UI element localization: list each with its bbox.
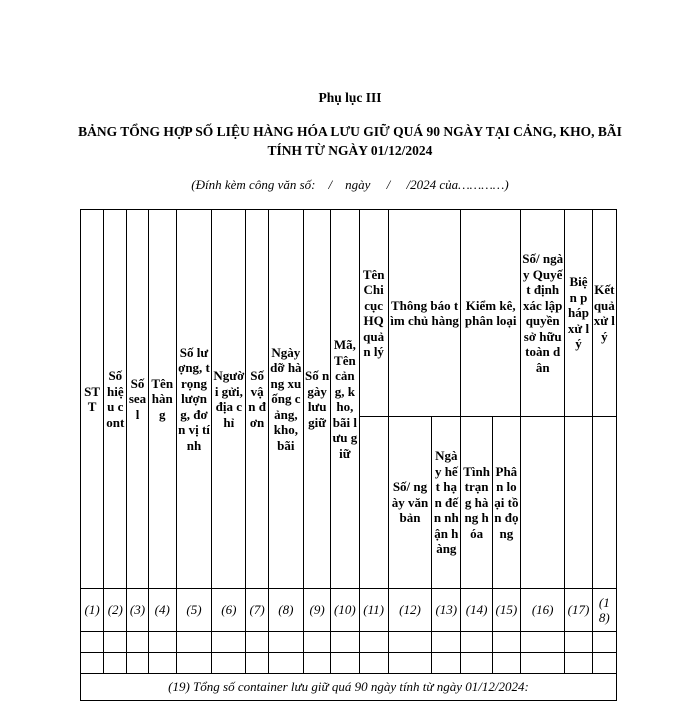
column-number: (1) [81, 589, 104, 632]
column-number: (9) [304, 589, 331, 632]
column-number: (8) [268, 589, 303, 632]
header-notice-doc: Số/ ngày văn bản [388, 417, 431, 589]
column-number: (16) [520, 589, 564, 632]
appendix-label: Phụ lục III [318, 90, 382, 105]
header-notice-group: Thông báo tìm chủ hàng [388, 210, 461, 417]
summary-table [80, 209, 617, 701]
header-goods-name: Tên hàng [148, 210, 176, 589]
column-number: (6) [212, 589, 246, 632]
header-notice-expiry: Ngày hết hạn đến nhận hàng [432, 417, 461, 589]
header-result-empty [592, 417, 616, 589]
document-subtitle: (Đính kèm công văn số: / ngày / /2024 của…………) [191, 177, 509, 192]
document-title: BẢNG TỔNG HỢP SỐ LIỆU HÀNG HÓA LƯU GIỮ QUÁ 90 NGÀY TẠI CẢNG, KHO, BÃI TÍNH TỪ NGÀY 01/12/2024 [78, 124, 622, 158]
header-warehouse: Mã, Tên cảng, kho, bãi lưu giữ [331, 210, 359, 589]
header-customs-empty [359, 417, 388, 589]
header-stt: STT [81, 210, 104, 589]
column-number: (17) [565, 589, 592, 632]
header-decision-empty [520, 417, 564, 589]
header-storage-days: Số ngày lưu giữ [304, 210, 331, 589]
column-number: (18) [592, 589, 616, 632]
table-row [81, 653, 617, 674]
column-number: (11) [359, 589, 388, 632]
column-number: (4) [148, 589, 176, 632]
header-classify: Phân loại tồn đọng [492, 417, 520, 589]
header-measure: Biện pháp xử lý [565, 210, 592, 417]
column-number: (2) [104, 589, 127, 632]
column-number: (14) [461, 589, 492, 632]
header-sender: Người gửi, địa chỉ [212, 210, 246, 589]
column-number: (5) [176, 589, 211, 632]
header-result: Kết quả xử lý [592, 210, 616, 417]
column-number: (13) [432, 589, 461, 632]
column-number: (10) [331, 589, 359, 632]
column-number: (15) [492, 589, 520, 632]
column-number: (7) [246, 589, 268, 632]
table-footnote: (19) Tổng số container lưu giữ quá 90 ngày tính từ ngày 01/12/2024: [81, 674, 617, 701]
header-decision: Số/ ngày Quyết định xác lập quyền sở hữu toàn dân [520, 210, 564, 417]
header-inspect-group: Kiểm kê, phân loại [461, 210, 521, 417]
header-quantity: Số lượng, trọng lượng, đơn vị tính [176, 210, 211, 589]
header-customs: Tên Chi cục HQ quản lý [359, 210, 388, 417]
header-measure-empty [565, 417, 592, 589]
column-number-row [81, 589, 617, 632]
table-row [81, 632, 617, 653]
header-goods-status: Tình trạng hàng hóa [461, 417, 492, 589]
header-bill-no: Số vận đơn [246, 210, 268, 589]
column-number: (12) [388, 589, 431, 632]
header-seal-no: Số seal [127, 210, 148, 589]
header-unload-date: Ngày dỡ hàng xuống cảng, kho, bãi [268, 210, 303, 589]
column-number: (3) [127, 589, 148, 632]
footnote-row [81, 674, 617, 701]
header-container-no: Số hiệu cont [104, 210, 127, 589]
